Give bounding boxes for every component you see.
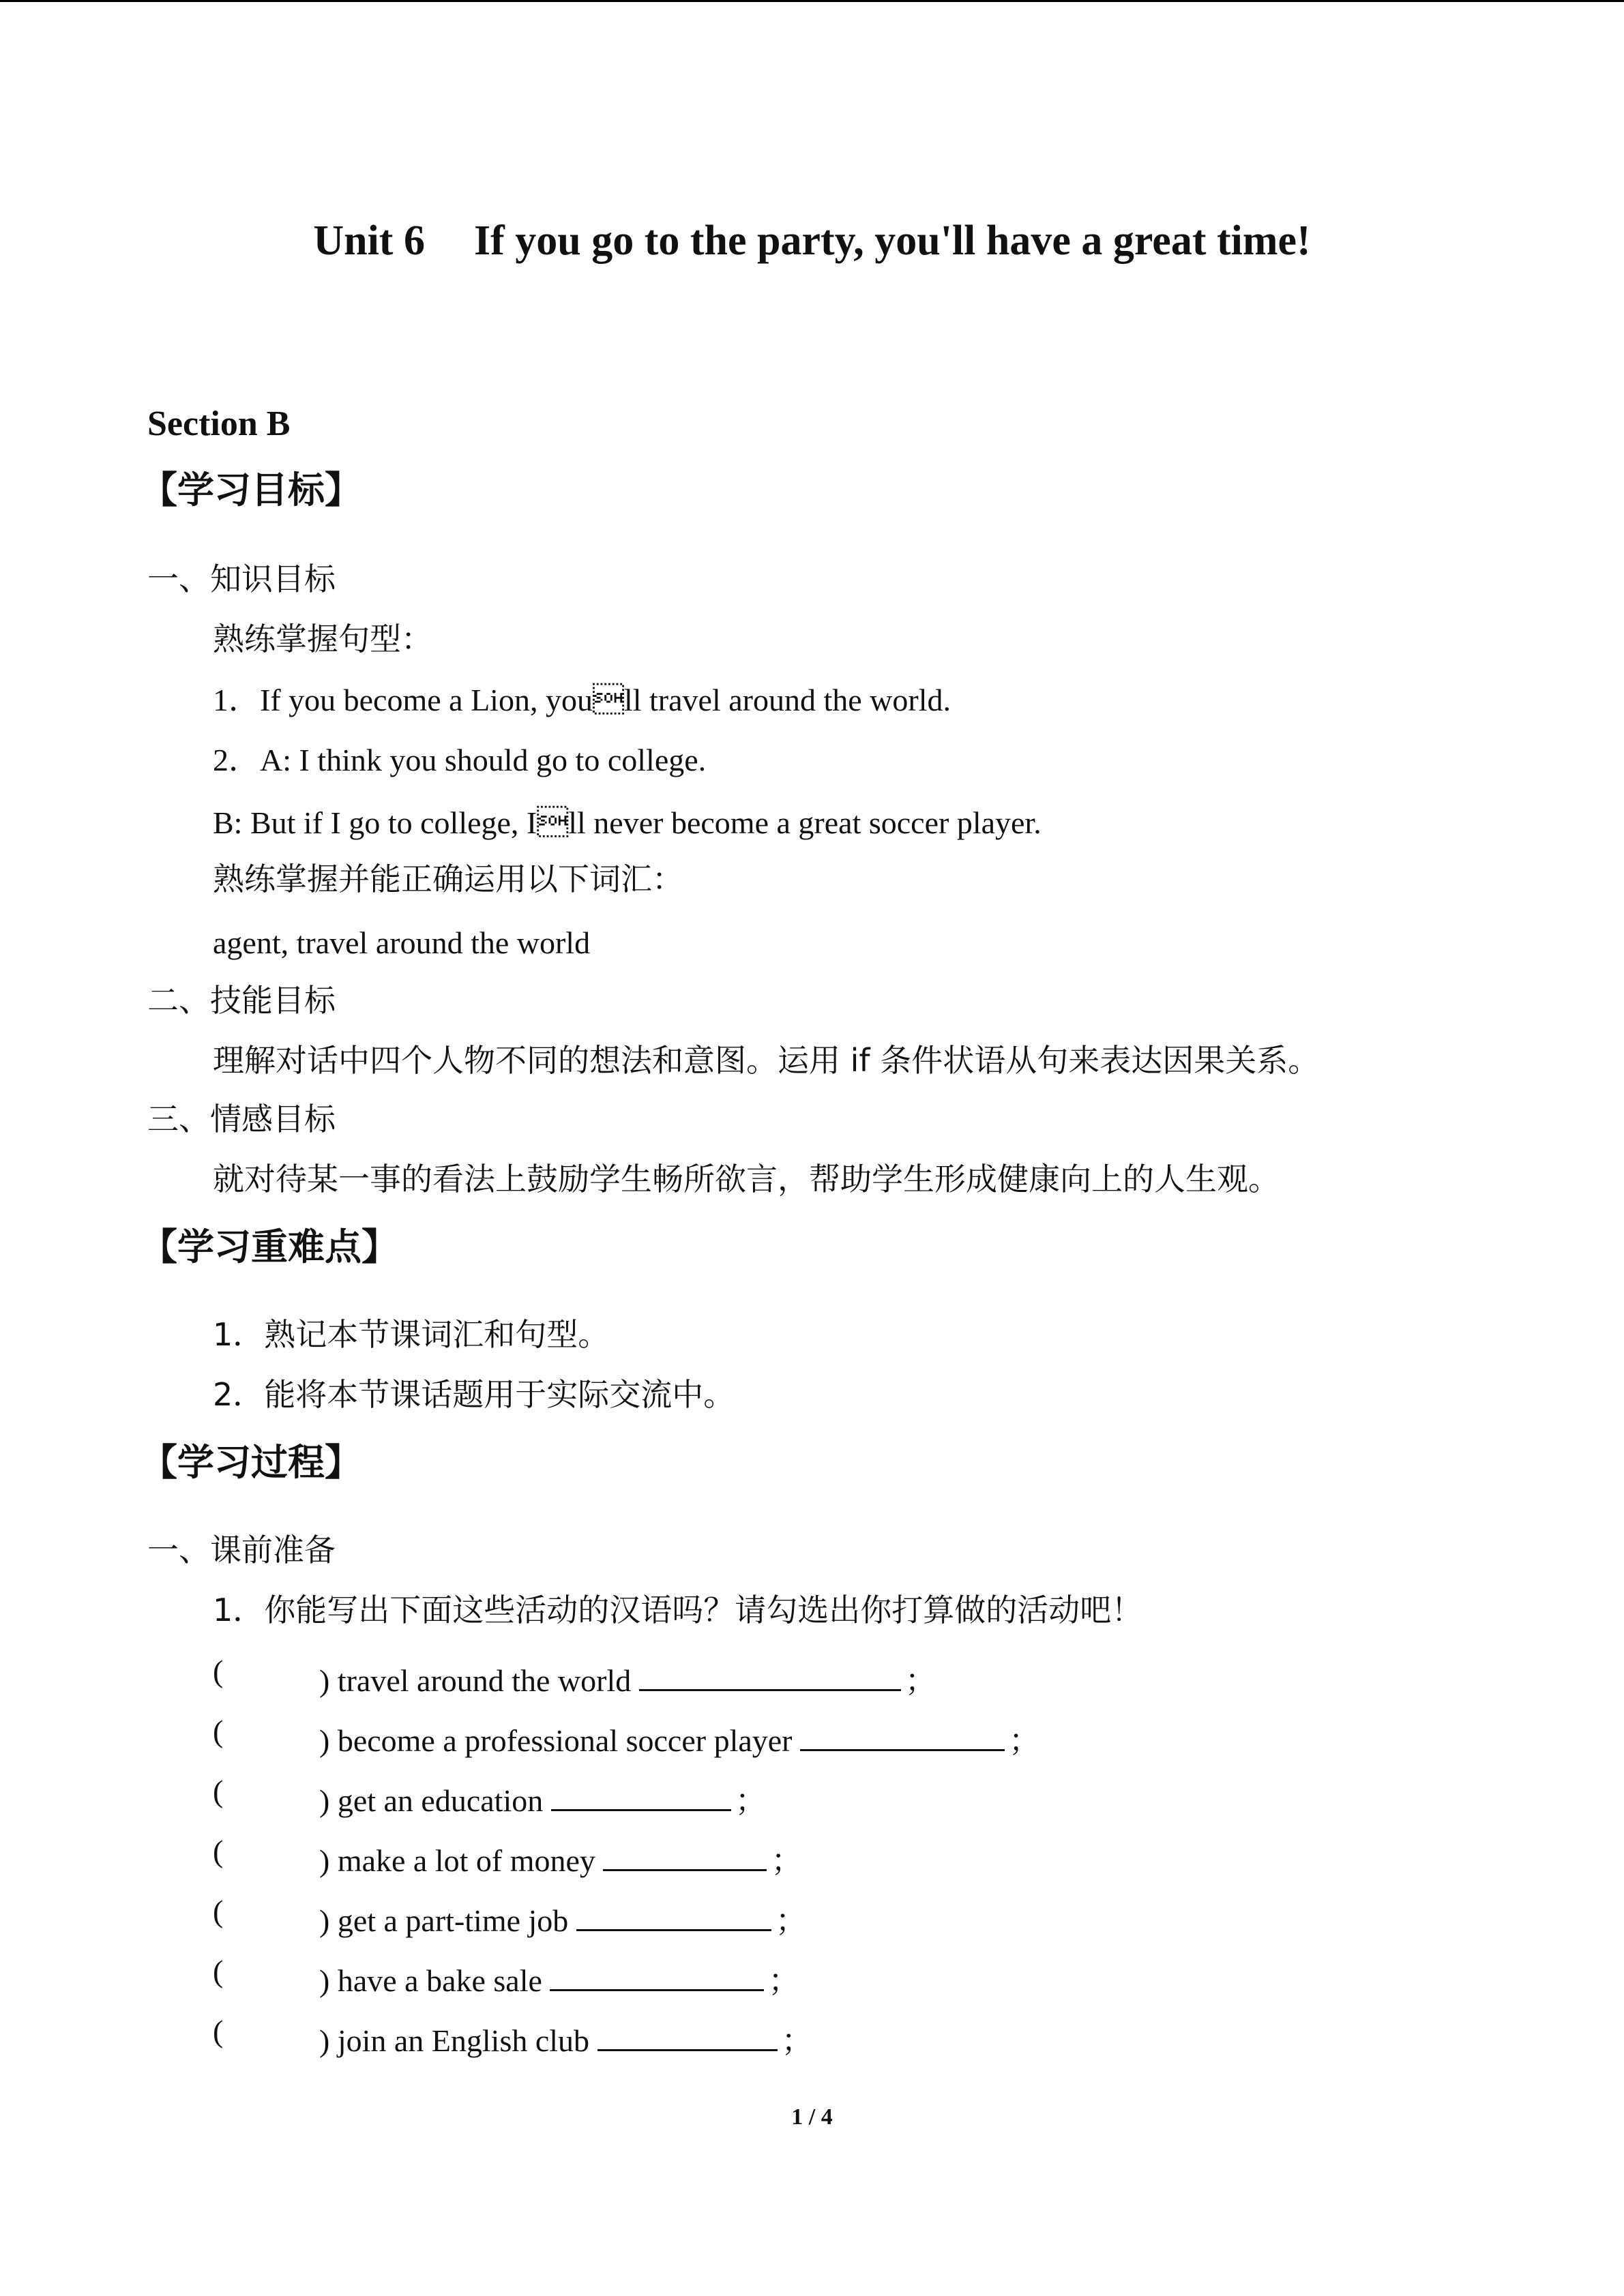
sentence-2: 2．A: I think you should go to college. — [213, 743, 707, 777]
activity-text: ) have a bake sale — [319, 1963, 550, 1998]
checkbox-paren[interactable]: ( — [213, 1654, 224, 1688]
activity-text: ) make a lot of money — [319, 1843, 604, 1878]
answer-blank[interactable] — [576, 1906, 771, 1931]
skill-heading: 二、技能目标 — [147, 982, 336, 1019]
process-heading: 【学习过程】 — [141, 1441, 361, 1484]
patterns-intro: 熟练掌握句型： — [213, 621, 432, 657]
emotion-text: 就对待某一事的看法上鼓励学生畅所欲言，帮助学生形成健康向上的人生观。 — [213, 1161, 1280, 1197]
activity-row — [319, 1776, 767, 1821]
activity-row — [319, 1956, 799, 2001]
checkbox-paren[interactable]: ( — [213, 1714, 224, 1748]
row-end: ； — [1009, 1722, 1041, 1759]
activity-text: ) travel around the world — [319, 1663, 639, 1698]
activity-row — [319, 1656, 936, 1701]
checkbox-paren[interactable]: ( — [213, 1774, 224, 1808]
checkbox-paren[interactable]: ( — [213, 1894, 224, 1928]
row-end: ； — [781, 2022, 813, 2059]
key-points-heading: 【学习重难点】 — [141, 1225, 398, 1268]
answer-blank[interactable] — [800, 1726, 1005, 1751]
task-instruction: 1．你能写出下面这些活动的汉语吗？请勾选出你打算做的活动吧！ — [213, 1592, 1143, 1628]
row-end: ； — [735, 1782, 767, 1819]
activity-text: ) join an English club — [319, 2023, 597, 2058]
row-end: ； — [775, 1902, 807, 1939]
knowledge-heading: 一、知识目标 — [147, 561, 336, 597]
answer-blank[interactable] — [551, 1786, 731, 1811]
answer-blank[interactable] — [603, 1846, 767, 1871]
activity-text: ) get an education — [319, 1783, 551, 1818]
sentence-2b: B: But if I go to college, Ill never become a great soccer player. — [213, 805, 1042, 840]
page-number: 1 / 4 — [791, 2104, 833, 2130]
activity-text: ) become a professional soccer player — [319, 1723, 801, 1758]
checkbox-paren[interactable]: ( — [213, 1834, 224, 1868]
goals-heading: 【学习目标】 — [141, 468, 361, 511]
activity-row — [319, 1836, 802, 1881]
activity-text: ) get a part-time job — [319, 1903, 576, 1938]
vocab-intro: 熟练掌握并能正确运用以下词汇： — [213, 861, 683, 897]
checkbox-paren[interactable]: ( — [213, 2014, 224, 2048]
section-heading: Section B — [147, 404, 291, 443]
unit-label: Unit 6 — [313, 218, 425, 264]
emotion-heading: 三、情感目标 — [147, 1101, 336, 1137]
sentence-1: 1．If you become a Lion, youll travel around the world. — [213, 683, 951, 717]
row-end: ； — [768, 1962, 800, 1999]
row-end: ； — [904, 1662, 936, 1699]
title-text: If you go to the party, you'll have a great time! — [473, 218, 1311, 264]
activity-row — [319, 2016, 813, 2061]
row-end: ； — [771, 1842, 803, 1879]
skill-text: 理解对话中四个人物不同的想法和意图。运用 if 条件状语从句来表达因果关系。 — [213, 1042, 1320, 1079]
page-title — [0, 220, 1624, 262]
vocab-list: agent, travel around the world — [213, 925, 591, 960]
checkbox-paren[interactable]: ( — [213, 1954, 224, 1988]
key-point-2: 2．能将本节课话题用于实际交流中。 — [213, 1376, 735, 1413]
prep-heading: 一、课前准备 — [147, 1532, 336, 1568]
answer-blank[interactable] — [597, 2026, 778, 2051]
answer-blank[interactable] — [639, 1666, 901, 1691]
activity-row — [319, 1896, 807, 1941]
activity-row — [319, 1716, 1040, 1761]
answer-blank[interactable] — [550, 1966, 764, 1991]
key-point-1: 1．熟记本节课词汇和句型。 — [213, 1316, 610, 1353]
